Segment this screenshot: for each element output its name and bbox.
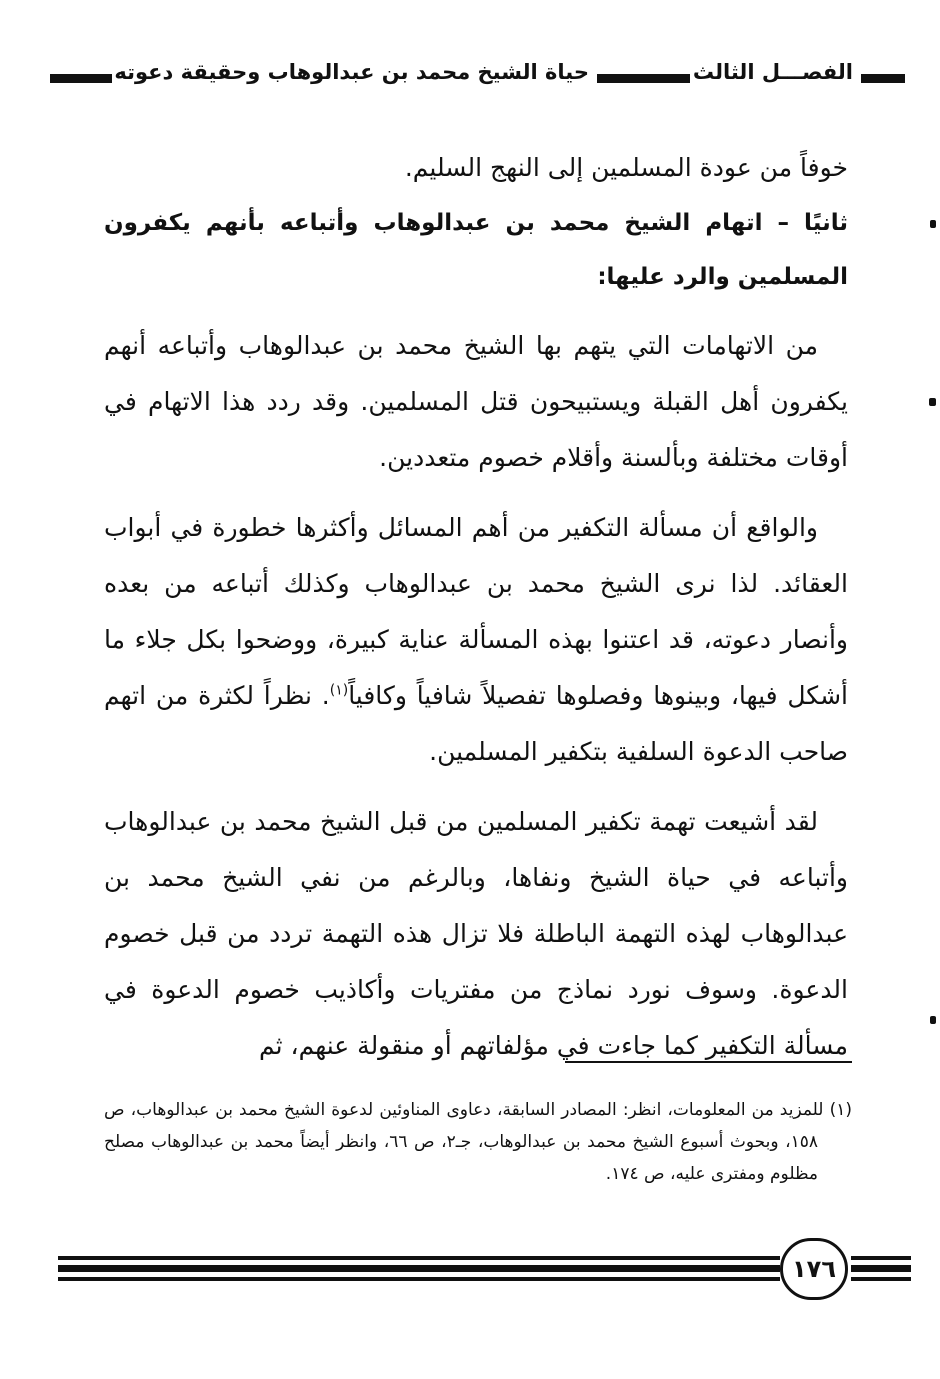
footnote-reference[interactable]: (١)	[329, 682, 349, 699]
header-chapter-label: الفصـــل الثالث	[692, 60, 853, 84]
header-bar-right	[861, 74, 905, 83]
paragraph-continued: خوفاً من عودة المسلمين إلى النهج السليم.	[404, 153, 848, 182]
scan-mark	[929, 398, 936, 406]
footer-rule	[58, 1256, 780, 1260]
section-heading: ثانيًا – اتهام الشيخ محمد بن عبدالوهاب وأتباعه بأنهم يكفرون المسلمين والرد عليها:	[104, 210, 848, 290]
paragraph-2-text-b: . نظراً لكثرة من اتهم صاحب الدعوة السلفية بتكفير المسلمين.	[104, 681, 848, 766]
paragraph-1: من الاتهامات التي يتهم بها الشيخ محمد بن عبدالوهاب وأتباعه أنهم يكفرون أهل القبلة ويستبيحون قتل المسلمين. وقد ردد هذا الاتهام في أوقات مختلفة وبألسنة وأقلام خصوم متعددين.	[104, 331, 848, 472]
footnote-separator	[565, 1061, 852, 1063]
footnote	[104, 1094, 852, 1190]
header-book-title: حياة الشيخ محمد بن عبدالوهاب وحقيقة دعوته	[114, 60, 589, 84]
footer-rule	[851, 1256, 911, 1260]
paragraph-2	[104, 500, 848, 780]
page-footer	[58, 1238, 911, 1306]
running-header	[50, 58, 905, 98]
footnote-text: (١) للمزيد من المعلومات، انظر: المصادر السابقة، دعاوى المناوئين لدعوة الشيخ محمد بن عبدالوهاب، ص ١٥٨، وبحوث أسبوع الشيخ محمد بن عبدالوهاب، جـ٢، ص ٦٦، وانظر أيضاً محمد بن عبدالوهاب مصلح مظلوم ومفترى عليه، ص ١٧٤.	[104, 1100, 852, 1184]
body-text	[104, 140, 848, 1074]
header-bar-middle	[597, 74, 690, 83]
paragraph-3: لقد أشيعت تهمة تكفير المسلمين من قبل الشيخ محمد بن عبدالوهاب وأتباعه في حياة الشيخ ونفاها، وبالرغم من نفي الشيخ محمد بن عبدالوهاب لهذه التهمة الباطلة فلا تزال هذه التهمة تردد من قبل خصوم الدعوة. وسوف نورد نماذج من مفتريات وأكاذيب خصوم الدعوة في مسألة التكفير كما جاءت في مؤلفاتهم أو منقولة عنهم، ثم	[104, 807, 848, 1060]
scan-mark	[930, 220, 936, 228]
footer-rule	[851, 1277, 911, 1281]
footer-rule	[851, 1265, 911, 1272]
page-number: ١٧٦	[780, 1238, 848, 1300]
header-bar-left	[50, 74, 112, 83]
footer-rule	[58, 1277, 780, 1281]
paragraph-2-text-a: والواقع أن مسألة التكفير من أهم المسائل وأكثرها خطورة في أبواب العقائد. لذا نرى الشيخ محمد بن عبدالوهاب وكذلك أتباعه من بعده وأنصار دعوته، قد اعتنوا بهذه المسألة عناية كبيرة، ووضحوا بكل جلاء ما أشكل فيها، وبينوها وفصلوها تفصيلاً شافياً وكافياً	[104, 513, 848, 710]
scan-mark	[930, 1016, 936, 1024]
footer-rule	[58, 1265, 780, 1272]
